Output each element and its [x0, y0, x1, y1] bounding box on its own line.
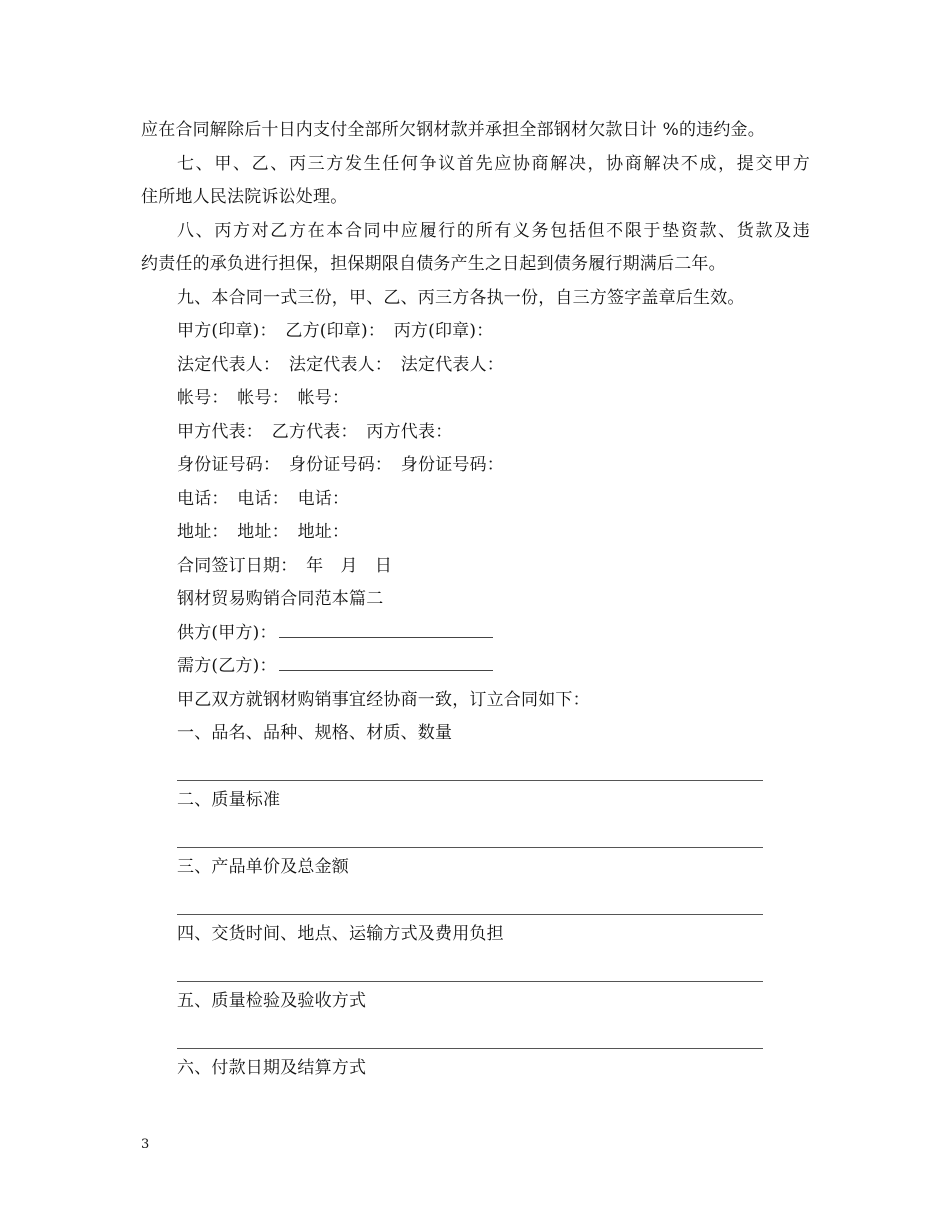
- supplier-line: [177, 622, 493, 644]
- section-title: 钢材贸易购销合同范本篇二: [177, 589, 384, 609]
- paragraph-7-line-2: 住所地人民法院诉讼处理。: [141, 187, 348, 207]
- paragraph-8-line-2: 约责任的承负进行担保，担保期限自债务产生之日起到债务履行期满后二年。: [141, 254, 726, 274]
- buyer-label: 需方(乙方)：: [177, 656, 277, 676]
- page-number: 3: [141, 1137, 150, 1152]
- signature-phones: 电话： 电话： 电话：: [177, 489, 350, 509]
- clause-6: 六、付款日期及结算方式: [177, 1058, 367, 1078]
- signature-addresses: 地址： 地址： 地址：: [177, 522, 350, 542]
- paragraph-7-line-1: 七、甲、乙、丙三方发生任何争议首先应协商解决，协商解决不成，提交甲方: [177, 154, 810, 174]
- clause-1-blank-line: [177, 780, 763, 781]
- clause-4: 四、交货时间、地点、运输方式及费用负担: [177, 924, 504, 944]
- buyer-line: [177, 655, 493, 677]
- clause-5-blank-line: [177, 1048, 763, 1049]
- clause-1: 一、品名、品种、规格、材质、数量: [177, 723, 453, 743]
- paragraph-9: 九、本合同一式三份，甲、乙、丙三方各执一份，自三方签字盖章后生效。: [177, 288, 745, 308]
- clause-2-blank-line: [177, 847, 763, 848]
- paragraph-6-continuation: 应在合同解除后十日内支付全部所欠钢材款并承担全部钢材欠款日计 %的违约金。: [141, 120, 765, 140]
- clause-4-blank-line: [177, 981, 763, 982]
- signature-legal-reps: 法定代表人： 法定代表人： 法定代表人：: [177, 355, 504, 375]
- signing-date: 合同签订日期： 年 月 日: [177, 556, 393, 576]
- clause-3-blank-line: [177, 914, 763, 915]
- clause-5: 五、质量检验及验收方式: [177, 991, 367, 1011]
- clause-2: 二、质量标准: [177, 790, 281, 810]
- signature-party-seals: 甲方(印章)： 乙方(印章)： 丙方(印章)：: [177, 321, 494, 341]
- signature-accounts: 帐号： 帐号： 帐号：: [177, 388, 350, 408]
- signature-representatives: 甲方代表： 乙方代表： 丙方代表：: [177, 422, 453, 442]
- supplier-blank: [279, 623, 493, 638]
- clause-3: 三、产品单价及总金额: [177, 857, 349, 877]
- contract-intro: 甲乙双方就钢材购销事宜经协商一致，订立合同如下：: [177, 690, 590, 710]
- supplier-label: 供方(甲方)：: [177, 623, 277, 643]
- paragraph-8-line-1: 八、丙方对乙方在本合同中应履行的所有义务包括但不限于垫资款、货款及违: [177, 221, 810, 241]
- signature-id-numbers: 身份证号码： 身份证号码： 身份证号码：: [177, 455, 504, 475]
- buyer-blank: [279, 656, 493, 671]
